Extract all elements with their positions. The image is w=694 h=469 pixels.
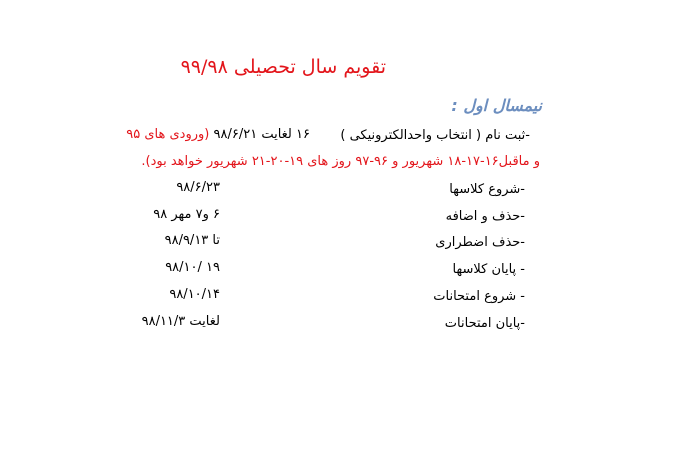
schedule-value-exams-end: لغایت ۹۸/۱۱/۳ bbox=[141, 314, 220, 329]
schedule-label-exams-end: -پایان امتحانات bbox=[444, 316, 525, 331]
schedule-value-add-drop: ۶ و۷ مهر ۹۸ bbox=[153, 207, 220, 222]
schedule-value-classes-start: ۹۸/۶/۲۳ bbox=[176, 180, 220, 195]
schedule-label-add-drop: -حذف و اضافه bbox=[445, 209, 525, 224]
schedule-label-classes-end: - پایان کلاسها bbox=[452, 262, 525, 277]
page-title: تقویم سال تحصیلی ۹۹/۹۸ bbox=[180, 56, 386, 78]
semester-heading: نیمسال اول : bbox=[451, 96, 542, 115]
schedule-label-classes-start: -شروع کلاسها bbox=[449, 182, 525, 197]
registration-date-range: ۱۶ لغایت ۹۸/۶/۲۱ bbox=[213, 127, 310, 142]
registration-note-continuation: و ماقبل۱۶-۱۷-۱۸ شهریور و ۹۶-۹۷ روز های ۱۹-۲۰-۲۱ شهریور خواهد بود). bbox=[141, 154, 540, 169]
registration-value bbox=[90, 127, 310, 142]
schedule-value-emergency-drop: تا ۹۸/۹/۱۳ bbox=[164, 233, 220, 248]
schedule-label-exams-start: - شروع امتحانات bbox=[433, 289, 525, 304]
schedule-value-classes-end: ۹۸/۱۰/ ۱۹ bbox=[165, 260, 220, 275]
registration-note-start: (ورودی های ۹۵ bbox=[126, 127, 214, 142]
registration-label: -ثبت نام ( انتخاب واحدالکترونیکی ) bbox=[340, 128, 530, 143]
schedule-value-exams-start: ۹۸/۱۰/۱۴ bbox=[169, 287, 220, 302]
schedule-label-emergency-drop: -حذف اضطراری bbox=[435, 235, 525, 250]
